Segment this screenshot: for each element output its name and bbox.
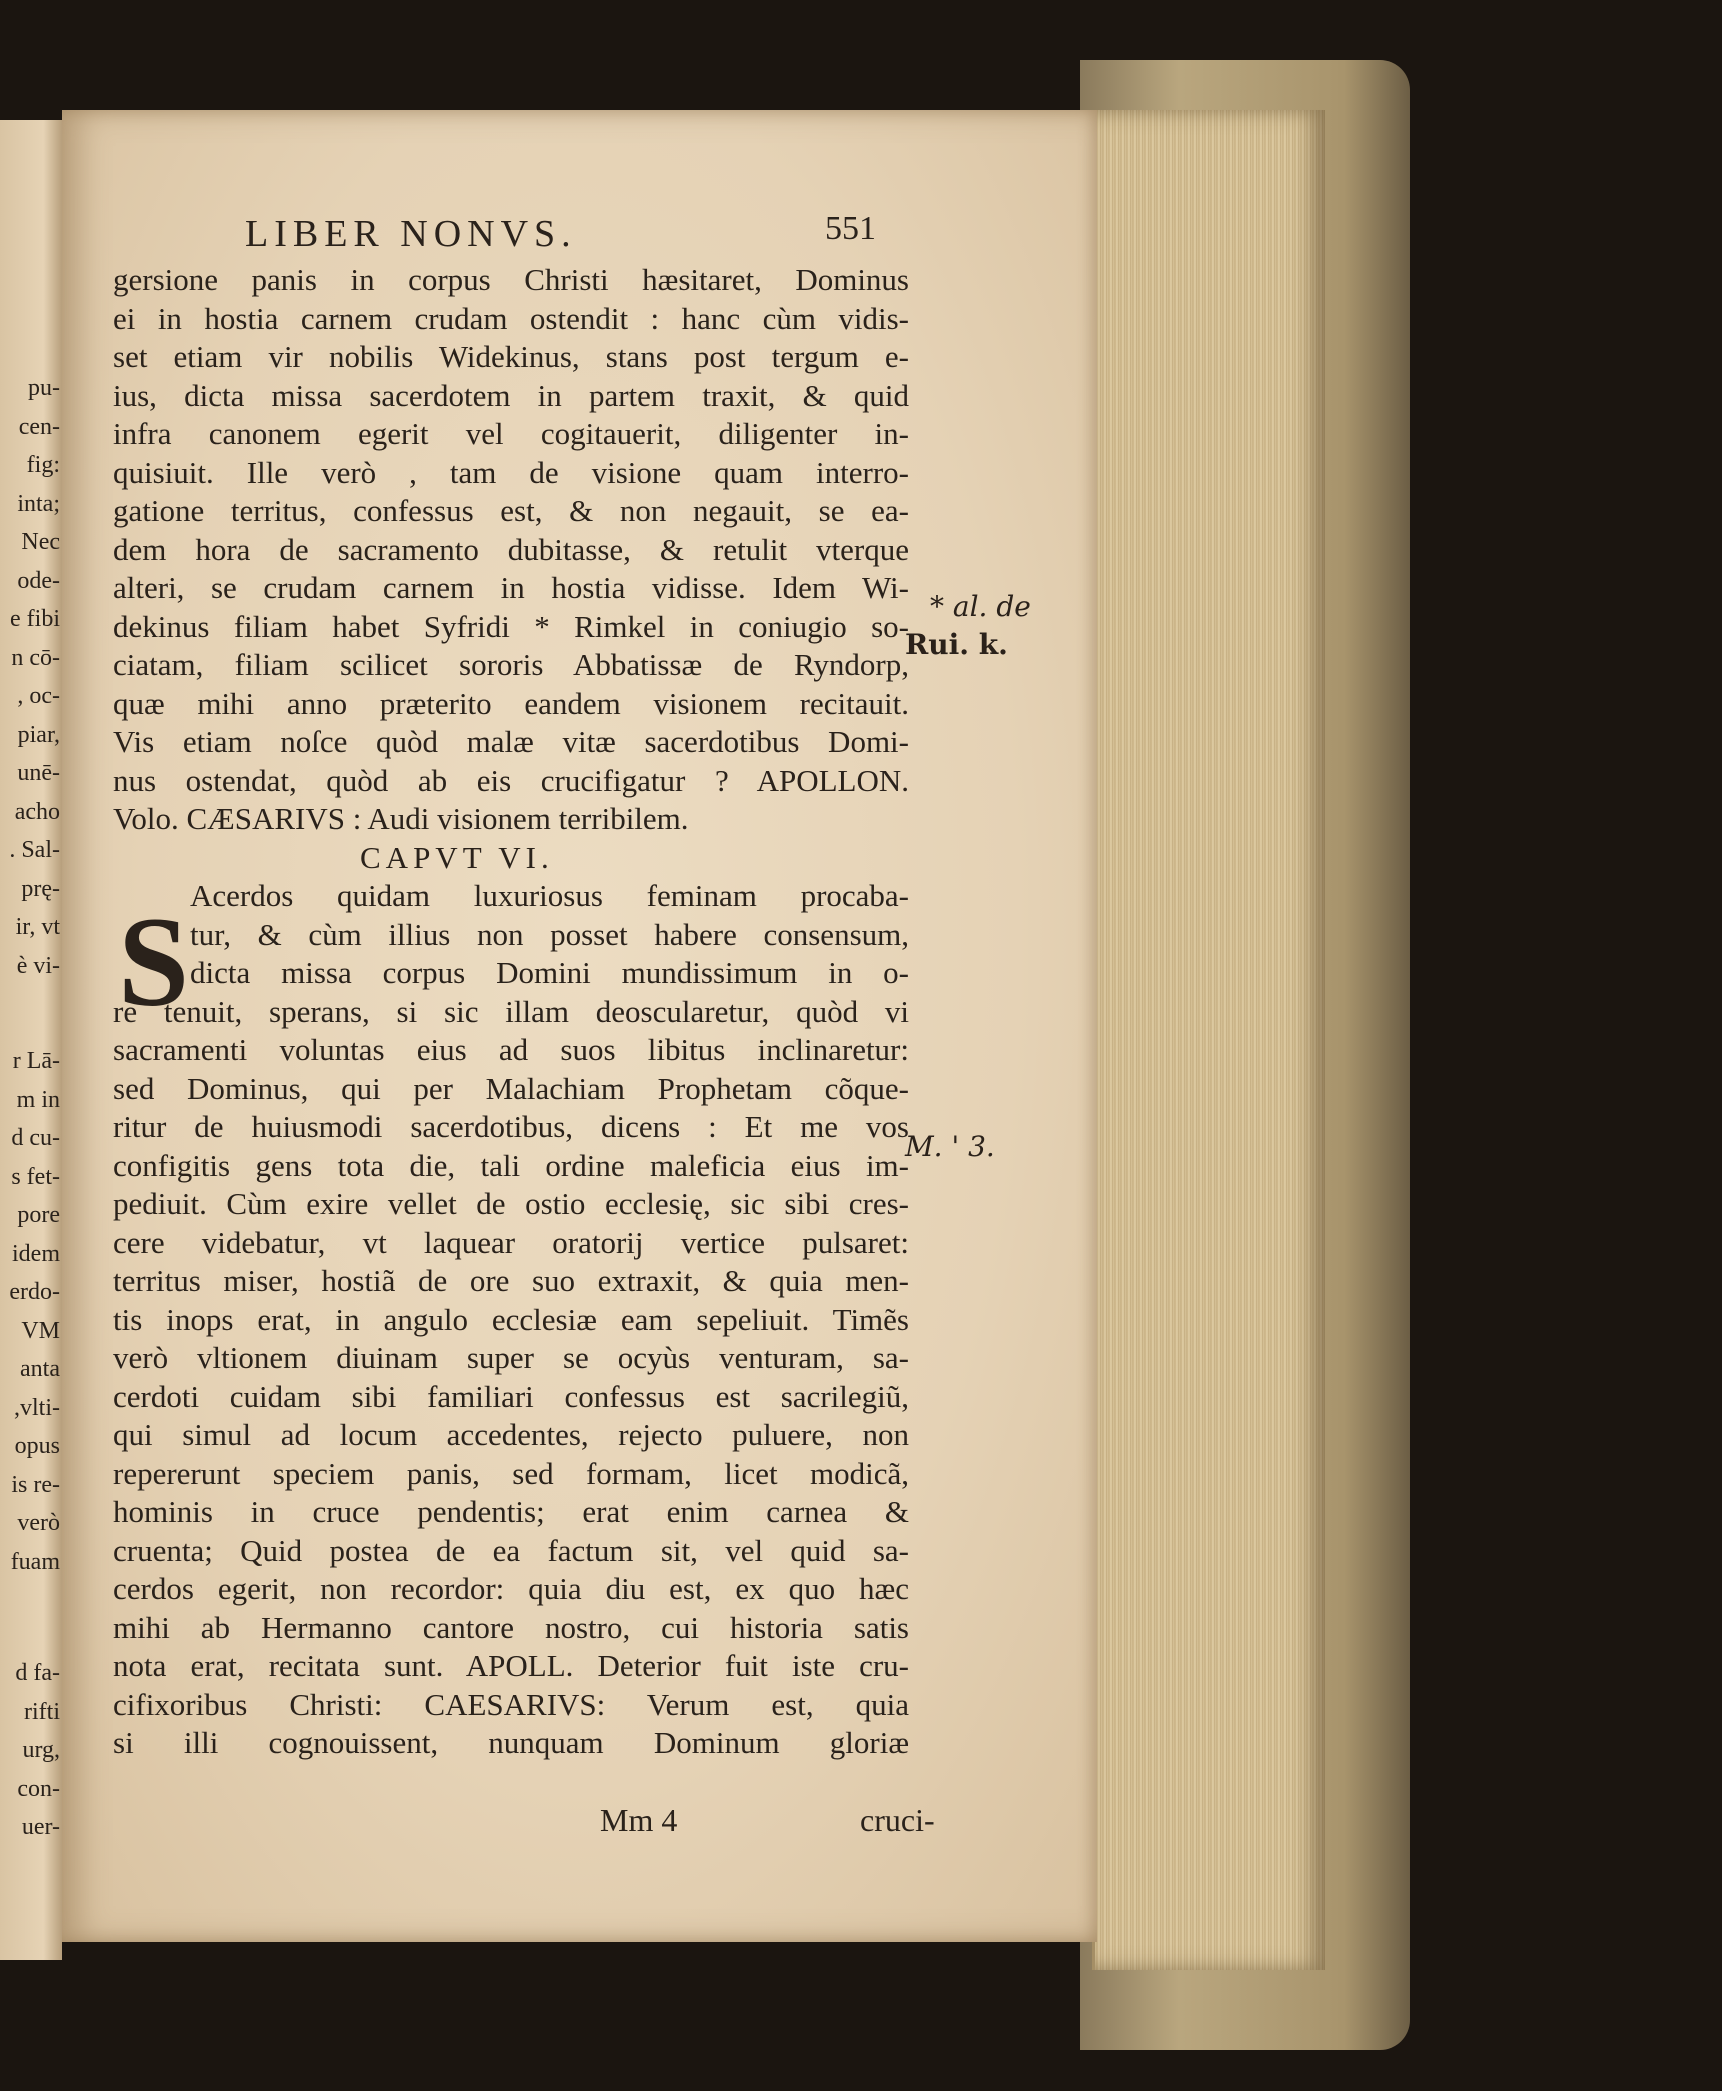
text-line: gatione territus, confessus est, & non negauit, se ea- <box>113 493 909 528</box>
text-line: repererunt speciem panis, sed formam, licet modicã, <box>113 1455 909 1491</box>
text-line: dekinus filiam habet Syfridi * Rimkel in coniugio so- <box>113 608 909 644</box>
facing-page-text-fragment: Nec <box>21 529 60 555</box>
facing-page-text-fragment: pu- <box>28 375 60 401</box>
facing-page-text-fragment: prę- <box>21 875 60 902</box>
facing-page-text-fragment: è vi- <box>16 952 60 979</box>
text-line: Acerdos quidam luxuriosus feminam procaba- <box>190 878 909 913</box>
text-line: si illi cognouissent, nunquam Dominum gloriæ <box>113 1725 909 1760</box>
facing-page-text-fragment: verò <box>17 1510 60 1536</box>
facing-page-text-fragment: d cu- <box>11 1125 60 1151</box>
facing-page-text-fragment: opus <box>14 1433 60 1459</box>
facing-page-text-fragment: pore <box>17 1202 60 1228</box>
facing-page-text-fragment: . Sal- <box>9 837 60 863</box>
text-line: cerdoti cuidam sibi familiari confessus est sacrilegiũ, <box>113 1378 909 1414</box>
text-line: dicta missa corpus Domini mundissimum in o- <box>190 955 909 990</box>
text-line: pediuit. Cùm exire vellet de ostio ecclesię, sic sibi cres- <box>113 1186 909 1221</box>
text-line: cerdos egerit, non recordor: quia diu est, ex quo hæc <box>113 1571 909 1606</box>
chapter-heading: CAPVT VI. <box>360 839 554 875</box>
text-line: infra canonem egerit vel cogitauerit, diligenter in- <box>113 416 909 451</box>
facing-page-text-fragment: r Lā- <box>12 1048 60 1074</box>
facing-page-text-fragment: cen- <box>18 413 60 440</box>
facing-page-text-fragment: erdo- <box>9 1279 60 1305</box>
text-line: tur, & cùm illius non posset habere consensum, <box>190 916 909 952</box>
text-line: set etiam vir nobilis Widekinus, stans post tergum e- <box>113 339 909 374</box>
text-line: ritur de huiusmodi sacerdotibus, dicens : Et me vos <box>113 1109 909 1144</box>
text-line: re tenuit, sperans, si sic illam deoscularetur, quòd vi <box>113 993 909 1029</box>
facing-page-text-fragment: con- <box>17 1775 60 1802</box>
marginal-note: Rui. k. <box>905 628 1008 661</box>
text-line: sed Dominus, qui per Malachiam Prophetam cõque- <box>113 1070 909 1106</box>
text-line: cere videbatur, vt laquear oratorij vertice pulsaret: <box>113 1224 909 1260</box>
facing-page-text-fragment: ,vlti- <box>14 1394 60 1421</box>
page-edges <box>1092 110 1325 1970</box>
text-line: Vis etiam noſce quòd malæ vitæ sacerdotibus Domi- <box>113 724 909 759</box>
facing-page-text-fragment: e fibi <box>10 606 60 632</box>
text-line: ciatam, filiam scilicet sororis Abbatissæ de Ryndorp, <box>113 647 909 682</box>
page-number: 551 <box>825 210 876 247</box>
marginal-note: * al. de <box>930 590 1031 623</box>
text-line: cifixoribus Christi: CAESARIVS: Verum est, quia <box>113 1686 909 1722</box>
text-line: ius, dicta missa sacerdotem in partem traxit, & quid <box>113 377 909 413</box>
text-line: sacramenti voluntas eius ad suos libitus inclinaretur: <box>113 1032 909 1067</box>
facing-page-text-fragment: inta; <box>17 490 60 517</box>
text-line: dem hora de sacramento dubitasse, & retulit vterque <box>113 531 909 567</box>
facing-page-text-fragment: idem <box>12 1240 60 1267</box>
catchword: cruci- <box>860 1802 935 1838</box>
facing-page-text-fragment: piar, <box>17 721 60 748</box>
facing-page-text-fragment: n cō- <box>11 644 60 671</box>
text-line: ei in hostia carnem crudam ostendit : hanc cùm vidis- <box>113 300 909 336</box>
text-line: cruenta; Quid postea de ea factum sit, vel quid sa- <box>113 1532 909 1568</box>
text-line: gersione panis in corpus Christi hæsitaret, Dominus <box>113 262 909 297</box>
facing-page-text-fragment: fuam <box>10 1548 60 1575</box>
text-line: verò vltionem diuinam super se ocyùs venturam, sa- <box>113 1340 909 1375</box>
facing-page-text-fragment: rifti <box>24 1698 60 1725</box>
text-line: Volo. CÆSARIVS : Audi visionem terribilem. <box>113 801 689 836</box>
text-line: mihi ab Hermanno cantore nostro, cui historia satis <box>113 1609 909 1645</box>
facing-page-text-fragment: acho <box>14 798 60 825</box>
marginal-note: M. ' 3. <box>905 1130 995 1163</box>
text-line: quisiuit. Ille verò , tam de visione quam interro- <box>113 454 909 490</box>
facing-page-text-fragment: unē- <box>17 760 60 786</box>
drop-cap: S <box>118 891 190 1033</box>
text-line: territus miser, hostiã de ore suo extraxit, & quia men- <box>113 1263 909 1298</box>
running-head: LIBER NONVS. <box>245 213 577 255</box>
text-line: quæ mihi anno præterito eandem visionem recitauit. <box>113 685 909 721</box>
facing-page-text-fragment: m in <box>16 1086 60 1113</box>
facing-page-text-fragment: d fa- <box>15 1660 60 1686</box>
facing-page-text-fragment: uer- <box>21 1814 60 1840</box>
text-line: hominis in cruce pendentis; erat enim carnea & <box>113 1494 909 1529</box>
text-line: qui simul ad locum accedentes, rejecto puluere, non <box>113 1417 909 1452</box>
facing-page-text-fragment: fig: <box>26 452 60 478</box>
facing-page-text-fragment: ode- <box>17 567 60 594</box>
signature-mark: Mm 4 <box>600 1802 678 1838</box>
facing-page-text-fragment: urg, <box>22 1737 60 1763</box>
text-line: tis inops erat, in angulo ecclesiæ eam sepeliuit. Timẽs <box>113 1301 909 1337</box>
facing-page-text-fragment: anta <box>20 1356 60 1382</box>
facing-page-text-fragment: ir, vt <box>15 914 60 940</box>
text-line: nota erat, recitata sunt. APOLL. Deterior fuit iste cru- <box>113 1648 909 1683</box>
facing-page-text-fragment: , oc- <box>17 683 60 709</box>
text-line: alteri, se crudam carnem in hostia vidisse. Idem Wi- <box>113 570 909 605</box>
text-line: nus ostendat, quòd ab eis crucifigatur ? APOLLON. <box>113 762 909 798</box>
text-line: configitis gens tota die, tali ordine maleficia eius im- <box>113 1147 909 1183</box>
facing-page-text-fragment: is re- <box>11 1471 60 1498</box>
facing-page-text-fragment: VM <box>21 1317 60 1344</box>
facing-page-text-fragment: s fet- <box>11 1163 60 1190</box>
